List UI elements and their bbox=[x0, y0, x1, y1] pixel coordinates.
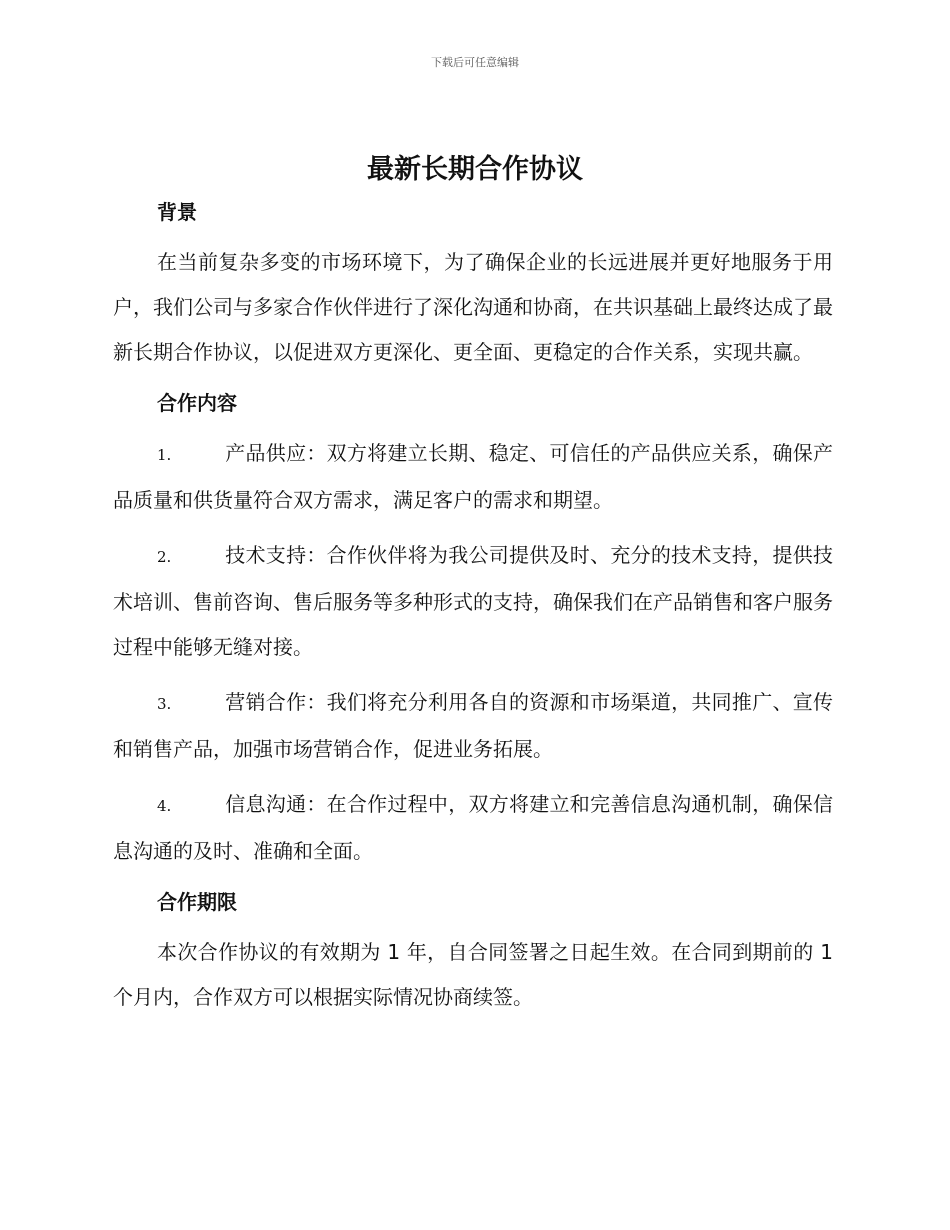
section-cooperation-content bbox=[113, 385, 833, 874]
background-paragraph: 在当前复杂多变的市场环境下，为了确保企业的长远进展并更好地服务于用户，我们公司与多家合作伙伴进行了深化沟通和协商，在共识基础上最终达成了最新长期合作协议，以促进双方更深化、更全面、更稳定的合作关系，实现共赢。 bbox=[113, 250, 833, 364]
list-item-text: 信息沟通：在合作过程中，双方将建立和完善信息沟通机制，确保信息沟通的及时、准确和全面。 bbox=[113, 792, 833, 863]
document-title: 最新长期合作协议 bbox=[367, 154, 583, 185]
list-item-number: 3. bbox=[157, 695, 172, 713]
list-item-number: 4. bbox=[157, 797, 172, 815]
section-heading-background: 背景 bbox=[157, 200, 197, 224]
list-item-number: 2. bbox=[157, 548, 172, 566]
page-header-note: 下载后可任意编辑 bbox=[431, 56, 519, 69]
section-heading-term: 合作期限 bbox=[157, 890, 237, 914]
list-item-number: 1. bbox=[157, 446, 172, 464]
list-item bbox=[113, 782, 833, 874]
list-item-text: 技术支持：合作伙伴将为我公司提供及时、充分的技术支持，提供技术培训、售前咨询、售后服务等多种形式的支持，确保我们在产品销售和客户服务过程中能够无缝对接。 bbox=[113, 543, 833, 659]
list-item bbox=[113, 680, 833, 772]
list-item bbox=[113, 431, 833, 523]
section-heading-cooperation-content: 合作内容 bbox=[157, 391, 237, 415]
section-term bbox=[113, 884, 833, 1020]
list-item bbox=[113, 533, 833, 670]
document-body bbox=[113, 194, 833, 1030]
list-item-text: 营销合作：我们将充分利用各自的资源和市场渠道，共同推广、宣传和销售产品，加强市场营销合作，促进业务拓展。 bbox=[113, 690, 833, 761]
list-item-text: 产品供应：双方将建立长期、稳定、可信任的产品供应关系，确保产品质量和供货量符合双方需求，满足客户的需求和期望。 bbox=[113, 441, 833, 512]
section-background bbox=[113, 194, 833, 375]
term-paragraph: 本次合作协议的有效期为 1 年，自合同签署之日起生效。在合同到期前的 1 个月内，合作双方可以根据实际情况协商续签。 bbox=[113, 940, 833, 1009]
